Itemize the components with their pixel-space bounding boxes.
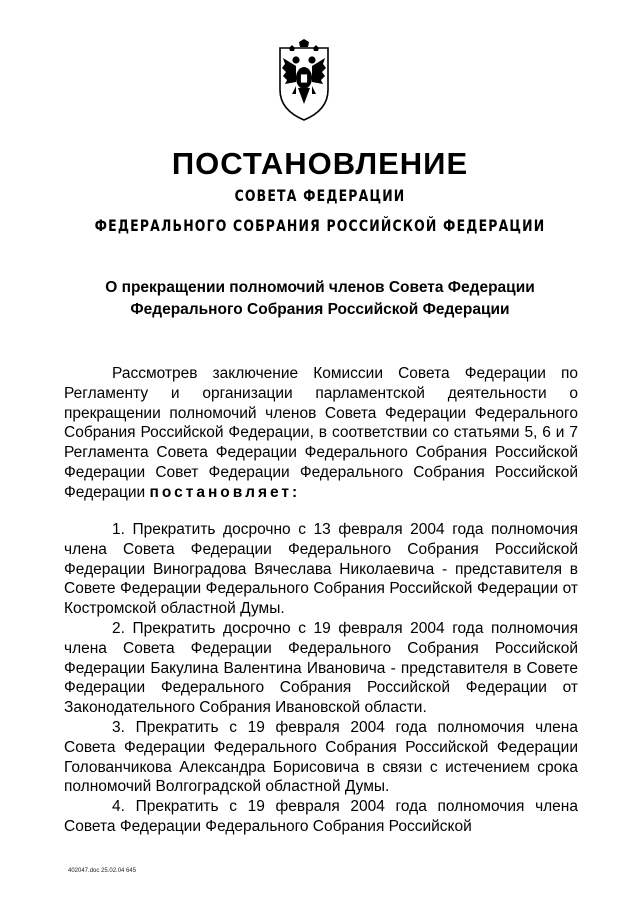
decree-word: постановляет:	[149, 483, 301, 501]
preamble-paragraph	[64, 364, 578, 503]
document-code: 402047.doc 25.02.04 645	[68, 868, 137, 874]
subject-heading	[0, 277, 640, 321]
issuer-line-2: ФЕДЕРАЛЬНОГО СОБРАНИЯ РОССИЙСКОЙ ФЕДЕРАЦИИ	[94, 216, 546, 235]
document-title: ПОСТАНОВЛЕНИЕ	[171, 146, 469, 181]
decree-items	[64, 520, 578, 837]
subject-line-1: О прекращении полномочий членов Совета Федерации	[105, 279, 535, 296]
decree-item-2: 2. Прекратить досрочно с 19 февраля 2004 года полномочия члена Совета Федерации Федерального Собрания Российской Федерации Бакулина Валентина Ивановича - представителя в Совете Федерации Федерального Собрания Российской Федерации от Законодательного Собрания Ивановской области.	[64, 619, 578, 717]
preamble-text	[64, 364, 578, 503]
coat-of-arms-icon	[272, 38, 336, 122]
decree-item-1: 1. Прекратить досрочно с 13 февраля 2004 года полномочия члена Совета Федерации Федерального Собрания Российской Федерации Виноградова Вячеслава Николаевича - представителя в Совете Федерации Федерального Собрания Российской Федерации от Костромской областной Думы.	[64, 521, 578, 618]
decree-item-3: 3. Прекратить с 19 февраля 2004 года полномочия члена Совета Федерации Федерального Собрания Российской Федерации Голованчикова Александра Борисовича в связи с истечением срока полномочий Волгоградской областной Думы.	[64, 718, 578, 796]
issuer-line-1: СОВЕТА ФЕДЕРАЦИИ	[234, 186, 406, 205]
preamble-body: Рассмотрев заключение Комиссии Совета Федерации по Регламенту и организации парламентской деятельности о прекращении полномочий членов Совета Федерации Федерального Собрания Российской Федерации, в соответствии со статьями 5, 6 и 7 Регламента Совета Федерации Федерального Собрания Российской Федерации Совет Федерации Федерального Собрания Российской Федерации	[64, 365, 578, 501]
decree-item-4: 4. Прекратить с 19 февраля 2004 года полномочия члена Совета Федерации Федерального Собрания Российской	[64, 798, 578, 835]
subject-line-2: Федерального Собрания Российской Федерации	[130, 301, 510, 318]
